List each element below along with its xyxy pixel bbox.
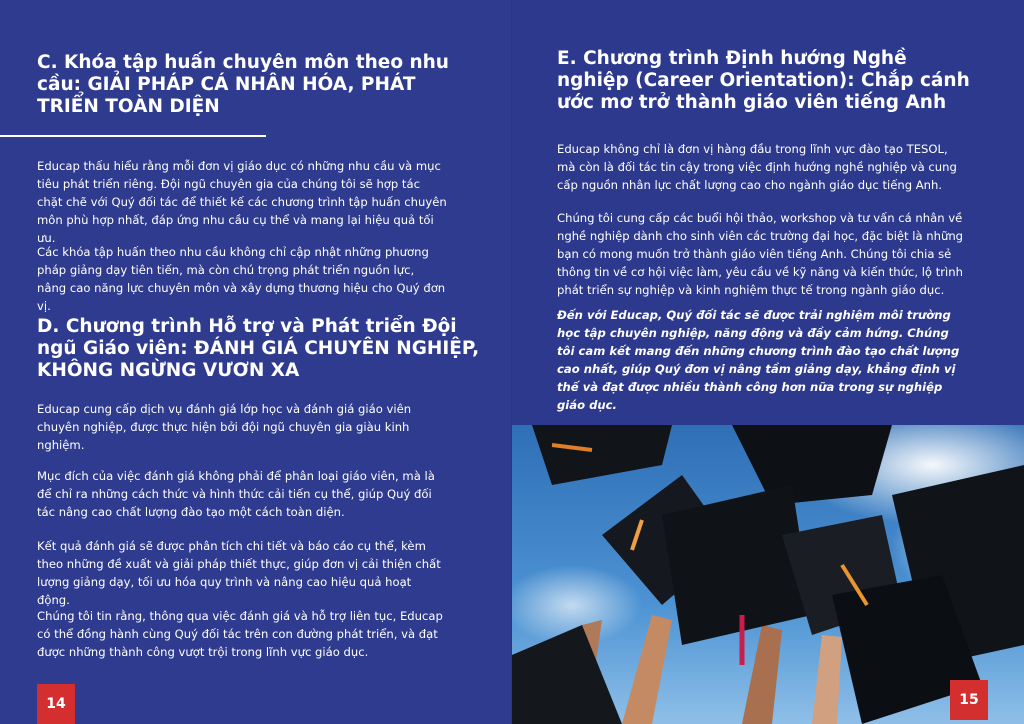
graduation-caps-illustration [512,425,1024,724]
section-divider [0,135,266,137]
section-d-paragraph-1: Educap cung cấp dịch vụ đánh giá lớp học và đánh giá giáo viên chuyên nghiệp, được thực hiện bởi đội ngũ chuyên gia giàu kinh nghiệm. [37,402,412,452]
section-c-paragraph-2: Các khóa tập huấn theo nhu cầu không chỉ cập nhật những phương pháp giảng dạy tiên tiến, mà còn chú trọng phát triển nguồn lực, nâng cao năng lực chuyên môn và xây dựng thương hiệu cho Quý đơn vị. [37,245,446,313]
section-d-paragraph-2: Mục đích của việc đánh giá không phải để phân loại giáo viên, mà là để chỉ ra những cách thức và hình thức cải tiến cụ thể, giúp Quý đối tác nâng cao chất lượng đào tạo một cách toàn diện. [37,469,435,519]
page-number-left: 14 [37,684,75,724]
section-d-paragraph-4: Chúng tôi tin rằng, thông qua việc đánh giá và hỗ trợ liên tục, Educap có thể đồng hành cùng Quý đối tác trên con đường phát triển, và đạt được những thành công vượt trội trong lĩnh vực giáo dục. [37,609,443,659]
section-e-paragraph-1: Educap không chỉ là đơn vị hàng đầu trong lĩnh vực đào tạo TESOL, mà còn là đối tác tin cậy trong việc định hướng nghề nghiệp và cung cấp nguồn nhân lực chất lượng cao cho ngành giáo dục tiếng Anh. [557,142,957,192]
section-c-title: C. Khóa tập huấn chuyên môn theo nhu cầu: GIẢI PHÁP CÁ NHÂN HÓA, PHÁT TRIỂN TOÀN DIỆN [37,52,449,118]
page-number-right: 15 [950,680,988,720]
section-e-title: E. Chương trình Định hướng Nghề nghiệp (Career Orientation): Chắp cánh ước mơ trở thành giáo viên tiếng Anh [557,48,970,114]
section-c-paragraph-1: Educap thấu hiểu rằng mỗi đơn vị giáo dục có những nhu cầu và mục tiêu phát triển riêng. Đội ngũ chuyên gia của chúng tôi sẽ hợp tác chặt chẽ với Quý đối tác để thiết kế các chương trình tập huấn chuyên môn phù hợp nhất, đáp ứng nhu cầu cụ thể và mang lại hiệu quả tối ưu. [37,159,447,245]
graduation-caps-photo [512,425,1024,724]
section-e-closing: Đến với Educap, Quý đối tác sẽ được trải nghiệm môi trường học tập chuyên nghiệp, năng động và đầy cảm hứng. Chúng tôi cam kết mang đến những chương trình đào tạo chất lượng cao nhất, giúp Quý đơn vị nâng tầm giảng dạy, khẳng định vị thế và đạt được nhiều thành công hơn nữa trong sự nghiệp giáo dục. [557,308,960,412]
section-d-title: D. Chương trình Hỗ trợ và Phát triển Đội ngũ Giáo viên: ĐÁNH GIÁ CHUYÊN NGHIỆP, KHÔNG NGỪNG VƯƠN XA [37,316,480,382]
section-d-paragraph-3: Kết quả đánh giá sẽ được phân tích chi tiết và báo cáo cụ thể, kèm theo những đề xuất và giải pháp thiết thực, giúp đơn vị cải thiện chất lượng giảng dạy, tối ưu hóa quy trình và nâng cao hiệu quả hoạt động. [37,539,441,607]
section-e-paragraph-2: Chúng tôi cung cấp các buổi hội thảo, workshop và tư vấn cá nhân về nghề nghiệp dành cho sinh viên các trường đại học, đặc biệt là những bạn có mong muốn trở thành giáo viên tiếng Anh. Chúng tôi chia sẻ thông tin về cơ hội việc làm, yêu cầu về kỹ năng và kiến thức, lộ trình phát triển sự nghiệp và kinh nghiệm thực tế trong ngành giáo dục. [557,211,964,297]
